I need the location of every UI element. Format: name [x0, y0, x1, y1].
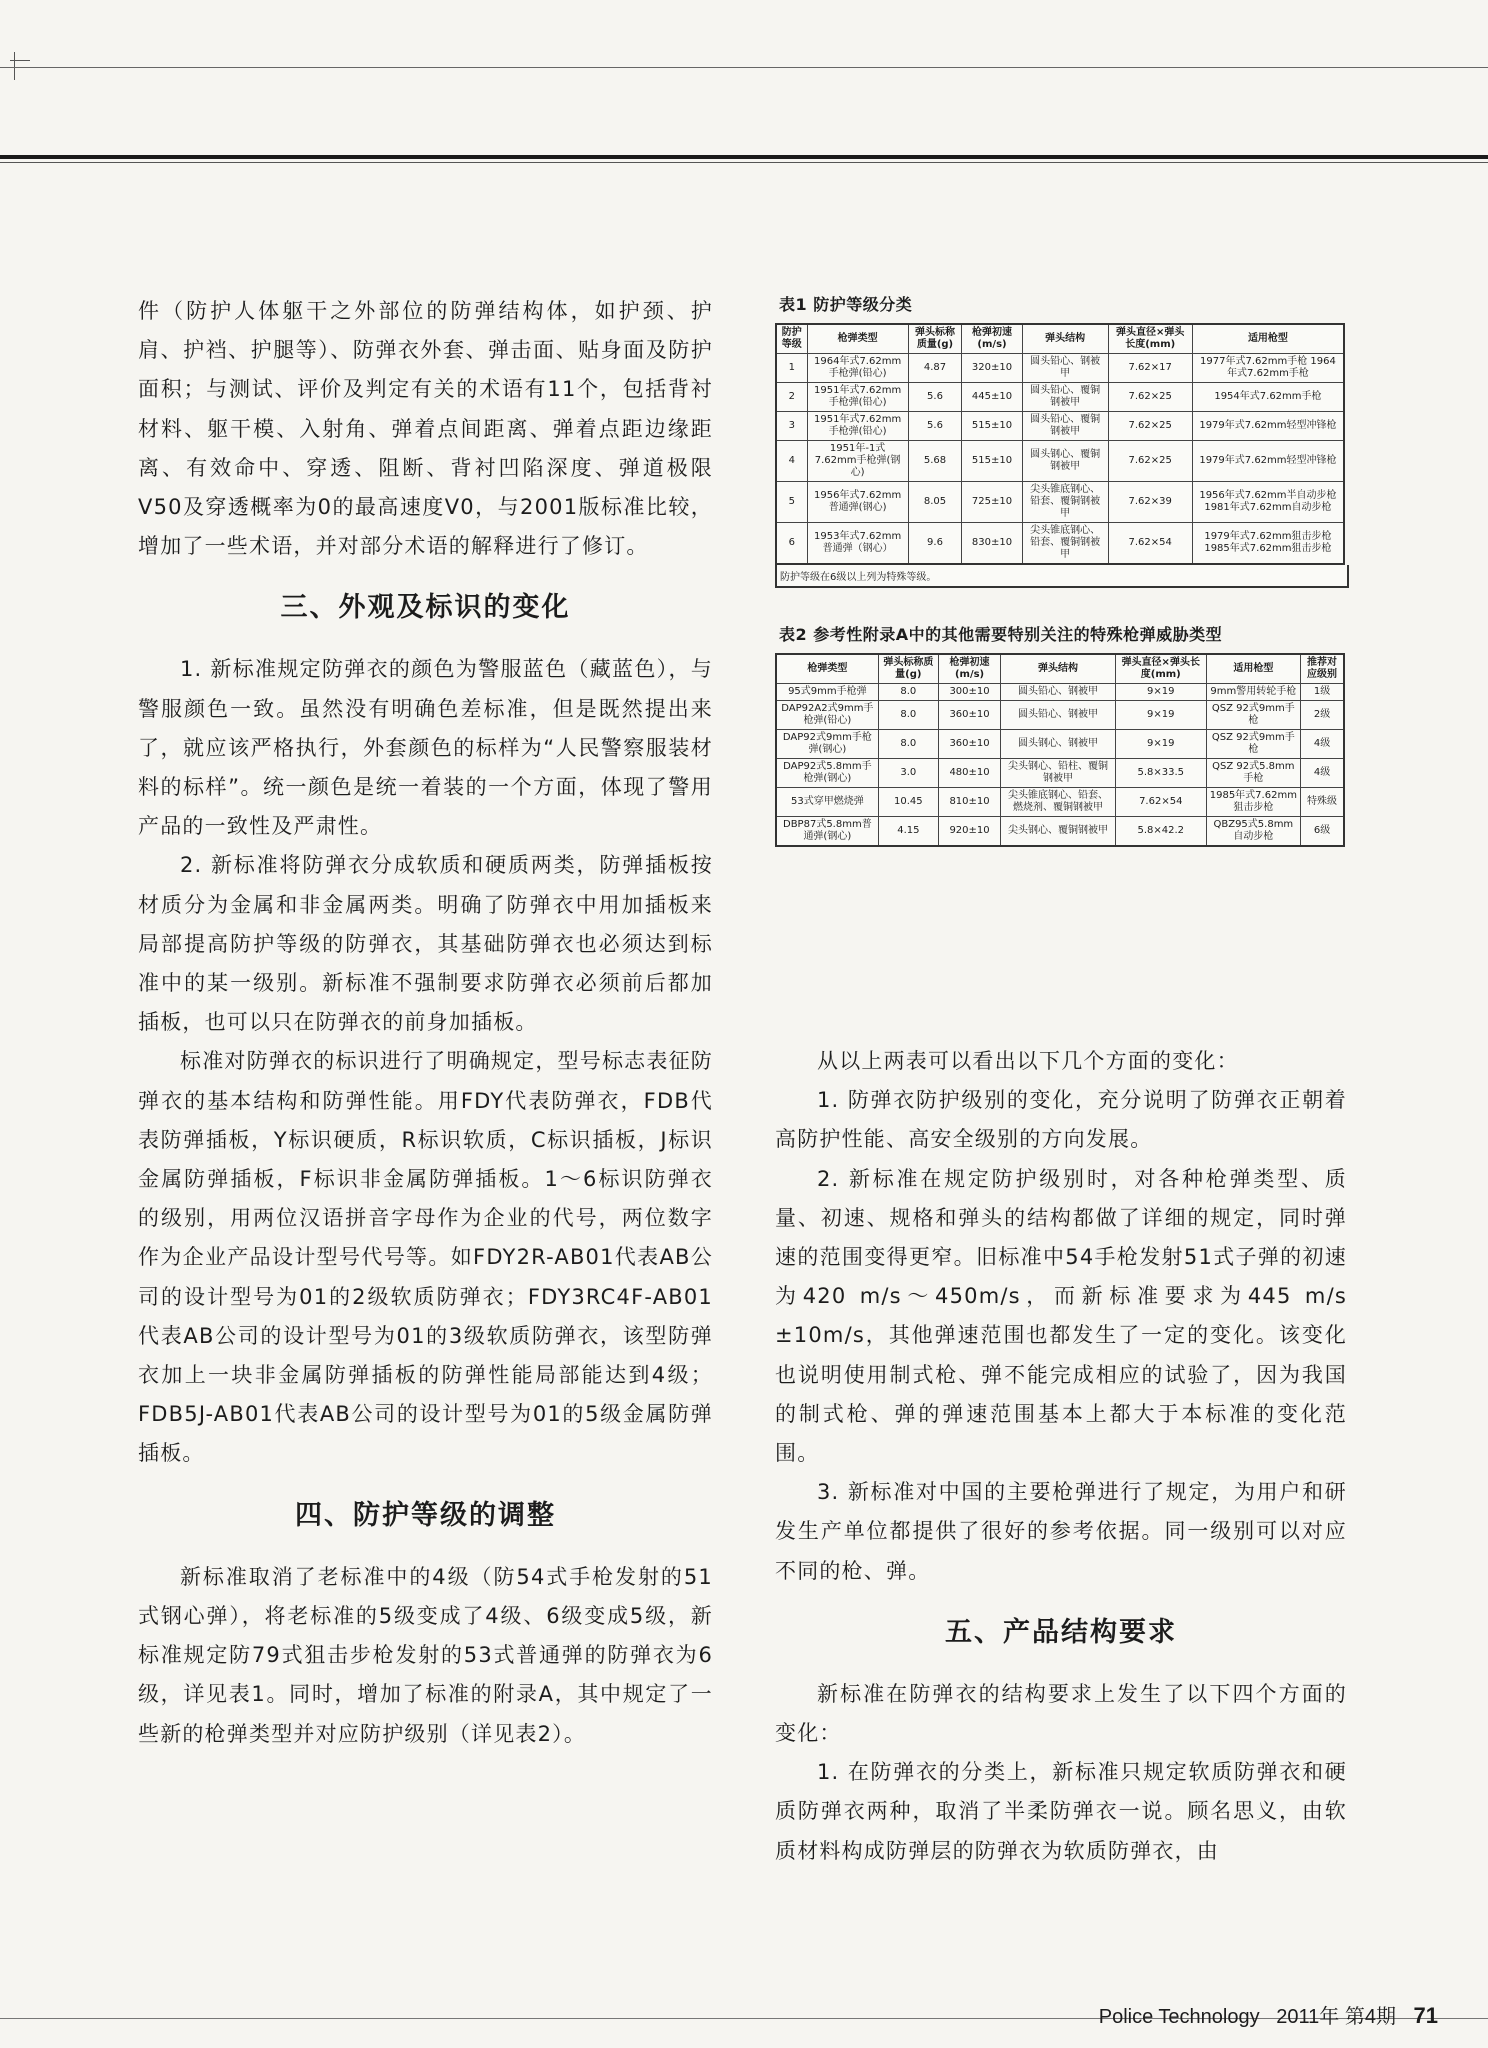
table2-cell: 2级: [1301, 701, 1344, 730]
table2-header-cell: 枪弹初速(m/s): [938, 654, 1000, 684]
table-row: [776, 759, 1344, 788]
table1-cell: 8.05: [908, 482, 962, 523]
table2-cell: QSZ 92式9mm手枪: [1206, 701, 1301, 730]
table-row: [776, 701, 1344, 730]
table-row: [776, 441, 1344, 482]
table1-header-cell: 弹头结构: [1022, 324, 1108, 354]
header-rule-thin: [0, 67, 1488, 68]
paragraph-structure-1: 1. 在防弹衣的分类上，新标准只规定软质防弹衣和硬质防弹衣两种，取消了半柔防弹衣一说。顾名思义，由软质材料构成防弹层的防弹衣为软质防弹衣，由: [775, 1760, 1347, 1863]
table-row: [776, 482, 1344, 523]
table1-cell: 7.62×17: [1108, 354, 1192, 383]
table1-cell: 尖头锥底钢心、铅套、覆铜钢被甲: [1022, 482, 1108, 523]
table1-header-cell: 弹头标称质量(g): [908, 324, 962, 354]
table1-cell: 圆头铅心、钢被甲: [1022, 354, 1108, 383]
table2-cell: 95式9mm手枪弹: [776, 684, 878, 701]
table2-cell: 5.8×42.2: [1115, 817, 1206, 847]
table1-cell: 320±10: [962, 354, 1022, 383]
table1: [775, 323, 1345, 565]
right-column-text: [775, 1042, 1347, 1871]
table2-cell: 8.0: [878, 701, 938, 730]
right-column-tables: [775, 292, 1347, 847]
table2-cell: 1985年式7.62mm 狙击步枪: [1206, 788, 1301, 817]
paragraph-summary-intro: 从以上两表可以看出以下几个方面的变化：: [817, 1049, 1239, 1073]
table2-cell: 5.8×33.5: [1115, 759, 1206, 788]
page-number: 71: [1413, 2003, 1438, 2028]
header-rule-under: [0, 162, 1488, 163]
table2-body: [776, 684, 1344, 847]
table1-cell: 圆头铅心、覆铜钢被甲: [1022, 412, 1108, 441]
table1-header-cell: 枪弹初速(m/s): [962, 324, 1022, 354]
table1-header-cell: 枪弹类型: [807, 324, 908, 354]
paragraph-structure-intro: 新标准在防弹衣的结构要求上发生了以下四个方面的变化：: [775, 1681, 1347, 1746]
table2-cell: QBZ95式5.8mm自动步枪: [1206, 817, 1301, 847]
table2-cell: 9×19: [1115, 684, 1206, 701]
table1-cell: 5.6: [908, 412, 962, 441]
table-row: [776, 730, 1344, 759]
table2-cell: 特殊级: [1301, 788, 1344, 817]
table2-header-cell: 弹头直径×弹头长度(mm): [1115, 654, 1206, 684]
table2-cell: 53式穿甲燃烧弹: [776, 788, 878, 817]
table1-cell: 1951年式7.62mm手枪弹(铅心): [807, 383, 908, 412]
crop-mark: [10, 60, 30, 61]
table-row: [776, 817, 1344, 847]
table2-cell: DAP92A2式9mm手枪弹(铅心): [776, 701, 878, 730]
paragraph-level-adjust: 新标准取消了老标准中的4级（防54式手枪发射的51式钢心弹），将老标准的5级变成了4级、6级变成5级，新标准规定防79式狙击步枪发射的53式普通弹的防弹衣为6级，详见表1。同时，增加了标准的附录A，其中规定了一些新的枪弹类型并对应防护级别（详见表2）。: [138, 1564, 713, 1746]
table1-cell: 4.87: [908, 354, 962, 383]
table2-cell: 1级: [1301, 684, 1344, 701]
table2-cell: 360±10: [938, 701, 1000, 730]
table2-cell: 3.0: [878, 759, 938, 788]
table1-cell: 1977年式7.62mm手枪 1964年式7.62mm手枪: [1192, 354, 1344, 383]
issue-label: 2011年 第4期: [1276, 2006, 1396, 2028]
table2-cell: 360±10: [938, 730, 1000, 759]
left-column: [138, 292, 713, 1754]
table2-cell: 圆头铅心、钢被甲: [1001, 684, 1116, 701]
table1-cell: 1956年式7.62mm半自动步枪 1981年式7.62mm自动步枪: [1192, 482, 1344, 523]
table1-header-cell: 适用枪型: [1192, 324, 1344, 354]
table2-header-cell: 枪弹类型: [776, 654, 878, 684]
table1-note: 防护等级在6级以上列为特殊等级。: [775, 565, 1349, 588]
section-heading-5: 五、产品结构要求: [945, 1616, 1177, 1648]
paragraph-change-3: 3. 新标准对中国的主要枪弹进行了规定，为用户和研发生产单位都提供了很好的参考依据。同一级别可以对应不同的枪、弹。: [775, 1480, 1347, 1583]
table1-cell: 515±10: [962, 441, 1022, 482]
table-row: [776, 383, 1344, 412]
table1-cell: 7.62×25: [1108, 441, 1192, 482]
table1-cell: 830±10: [962, 523, 1022, 565]
table1-cell: 9.6: [908, 523, 962, 565]
table1-header-cell: 弹头直径×弹头长度(mm): [1108, 324, 1192, 354]
table2-cell: 810±10: [938, 788, 1000, 817]
table1-cell: 5.6: [908, 383, 962, 412]
table1-cell: 445±10: [962, 383, 1022, 412]
table1-cell: 725±10: [962, 482, 1022, 523]
table2-cell: 尖头钢心、覆铜钢被甲: [1001, 817, 1116, 847]
table2-header-cell: 适用枪型: [1206, 654, 1301, 684]
table-row: [776, 354, 1344, 383]
table1-cell: 515±10: [962, 412, 1022, 441]
header-rule-thick: [0, 155, 1488, 159]
table2-cell: DBP87式5.8mm普通弹(钢心): [776, 817, 878, 847]
table2-header-cell: 推荐对应级别: [1301, 654, 1344, 684]
paragraph-marking: 标准对防弹衣的标识进行了明确规定，型号标志表征防弹衣的基本结构和防弹性能。用FDY代表防弹衣，FDB代表防弹插板，Y标识硬质，R标识软质，C标识插板，J标识金属防弹插板，F标识非金属防弹插板。1～6标识防弹衣的级别，用两位汉语拼音字母作为企业的代号，两位数字作为企业产品设计型号代号等。如FDY2R-AB01代表AB公司的设计型号为01的2级软质防弹衣；FDY3RC4F-AB01代表AB公司的设计型号为01的3级软质防弹衣，该型防弹衣加上一块非金属防弹插板的防弹性能局部能达到4级；FDB5J-AB01代表AB公司的设计型号为01的5级金属防弹插板。: [138, 1049, 713, 1466]
table1-cell: 1964年式7.62mm手枪弹(铅心): [807, 354, 908, 383]
page-footer: [1099, 2000, 1438, 2029]
table-row: [776, 684, 1344, 701]
table1-cell: 1951年式7.62mm手枪弹(铅心): [807, 412, 908, 441]
paragraph-change-2: 2. 新标准在规定防护级别时，对各种枪弹类型、质量、初速、规格和弹头的结构都做了详细的规定，同时弹速的范围变得更窄。旧标准中54手枪发射51式子弹的初速为420 m/s～450m/s，而新标准要求为445 m/s ±10m/s，其他弹速范围也都发生了一定的变化。该变化也说明使用制式枪、弹不能完成相应的试验了，因为我国的制式枪、弹的弹速范围基本上都大于本标准的变化范围。: [775, 1166, 1347, 1466]
table1-cell: 1979年式7.62mm狙击步枪 1985年式7.62mm狙击步枪: [1192, 523, 1344, 565]
journal-name: Police Technology: [1098, 2006, 1260, 2028]
table1-caption: 表1 防护等级分类: [779, 295, 913, 314]
table1-cell: 7.62×39: [1108, 482, 1192, 523]
table1-cell: 圆头钢心、覆铜钢被甲: [1022, 441, 1108, 482]
table1-cell: 3: [776, 412, 807, 441]
table2-cell: 8.0: [878, 684, 938, 701]
table1-cell: 尖头锥底钢心、铅套、覆铜钢被甲: [1022, 523, 1108, 565]
table1-cell: 1953年式7.62mm普通弹（钢心）: [807, 523, 908, 565]
table2-cell: 7.62×54: [1115, 788, 1206, 817]
table2-cell: 9mm警用转轮手枪: [1206, 684, 1301, 701]
table1-body: [776, 354, 1344, 565]
table1-header-cell: 防护等级: [776, 324, 807, 354]
table2-cell: 尖头钢心、铅柱、覆铜钢被甲: [1001, 759, 1116, 788]
table2-cell: 圆头钢心、钢被甲: [1001, 730, 1116, 759]
paragraph-terms: 件（防护人体躯干之外部位的防弹结构体，如护颈、护肩、护裆、护腿等）、防弹衣外套、弹击面、贴身面及防护面积；与测试、评价及判定有关的术语有11个，包括背衬材料、躯干模、入射角、弹着点间距离、弹着点距边缘距离、有效命中、穿透、阻断、背衬凹陷深度、弹道极限V50及穿透概率为0的最高速度V0，与2001版标准比较，增加了一些术语，并对部分术语的解释进行了修订。: [138, 299, 713, 559]
table1-cell: 1956年式7.62mm普通弹(钢心): [807, 482, 908, 523]
paragraph-change-1: 1. 防弹衣防护级别的变化，充分说明了防弹衣正朝着高防护性能、高安全级别的方向发展。: [775, 1088, 1347, 1152]
table2-cell: 9×19: [1115, 701, 1206, 730]
table2-cell: 6级: [1301, 817, 1344, 847]
table1-cell: 5.68: [908, 441, 962, 482]
table2-cell: 圆头铅心、钢被甲: [1001, 701, 1116, 730]
table1-cell: 1979年式7.62mm轻型冲锋枪: [1192, 441, 1344, 482]
table2-cell: 尖头锥底钢心、铅套、燃烧剂、覆铜钢被甲: [1001, 788, 1116, 817]
crop-mark-vertical: [14, 52, 15, 80]
table2-cell: QSZ 92式9mm手枪: [1206, 730, 1301, 759]
table2-cell: 4.15: [878, 817, 938, 847]
table-row: [776, 523, 1344, 565]
table2-cell: 10.45: [878, 788, 938, 817]
table1-cell: 2: [776, 383, 807, 412]
table1-cell: 4: [776, 441, 807, 482]
table2-caption: 表2 参考性附录A中的其他需要特别关注的特殊枪弹威胁类型: [779, 625, 1223, 644]
table1-cell: 7.62×25: [1108, 412, 1192, 441]
table2-header-row: [776, 654, 1344, 684]
table1-cell: 1: [776, 354, 807, 383]
table1-cell: 6: [776, 523, 807, 565]
table1-cell: 1979年式7.62mm轻型冲锋枪: [1192, 412, 1344, 441]
table1-cell: 1954年式7.62mm手枪: [1192, 383, 1344, 412]
table1-cell: 7.62×25: [1108, 383, 1192, 412]
table2: [775, 653, 1345, 847]
table2-cell: 9×19: [1115, 730, 1206, 759]
table1-cell: 7.62×54: [1108, 523, 1192, 565]
table2-cell: 4级: [1301, 759, 1344, 788]
table2-cell: DAP92式9mm手枪弹(钢心): [776, 730, 878, 759]
table1-cell: 1951年-1式7.62mm手枪弹(钢心): [807, 441, 908, 482]
table-row: [776, 412, 1344, 441]
table1-header-row: [776, 324, 1344, 354]
table2-cell: 8.0: [878, 730, 938, 759]
section-heading-4: 四、防护等级的调整: [295, 1499, 556, 1531]
paragraph-classification: 2. 新标准将防弹衣分成软质和硬质两类，防弹插板按材质分为金属和非金属两类。明确了防弹衣中用加插板来局部提高防护等级的防弹衣，其基础防弹衣也必须达到标准中的某一级别。新标准不强制要求防弹衣必须前后都加插板，也可以只在防弹衣的前身加插板。: [138, 853, 713, 1035]
table2-header-cell: 弹头结构: [1001, 654, 1116, 684]
table2-cell: 4级: [1301, 730, 1344, 759]
section-heading-3: 三、外观及标识的变化: [280, 592, 571, 624]
table2-cell: 920±10: [938, 817, 1000, 847]
table1-cell: 5: [776, 482, 807, 523]
table2-header-cell: 弹头标称质量(g): [878, 654, 938, 684]
table2-cell: QSZ 92式5.8mm手枪: [1206, 759, 1301, 788]
table2-cell: DAP92式5.8mm手枪弹(钢心): [776, 759, 878, 788]
table2-cell: 300±10: [938, 684, 1000, 701]
table1-cell: 圆头铅心、覆铜钢被甲: [1022, 383, 1108, 412]
table2-cell: 480±10: [938, 759, 1000, 788]
paragraph-color: 1. 新标准规定防弹衣的颜色为警服蓝色（藏蓝色），与警服颜色一致。虽然没有明确色差标准，但是既然提出来了，就应该严格执行，外套颜色的标样为“人民警察服装材料的标样”。统一颜色是统一着装的一个方面，体现了警用产品的一致性及严肃性。: [138, 657, 713, 839]
table-row: [776, 788, 1344, 817]
